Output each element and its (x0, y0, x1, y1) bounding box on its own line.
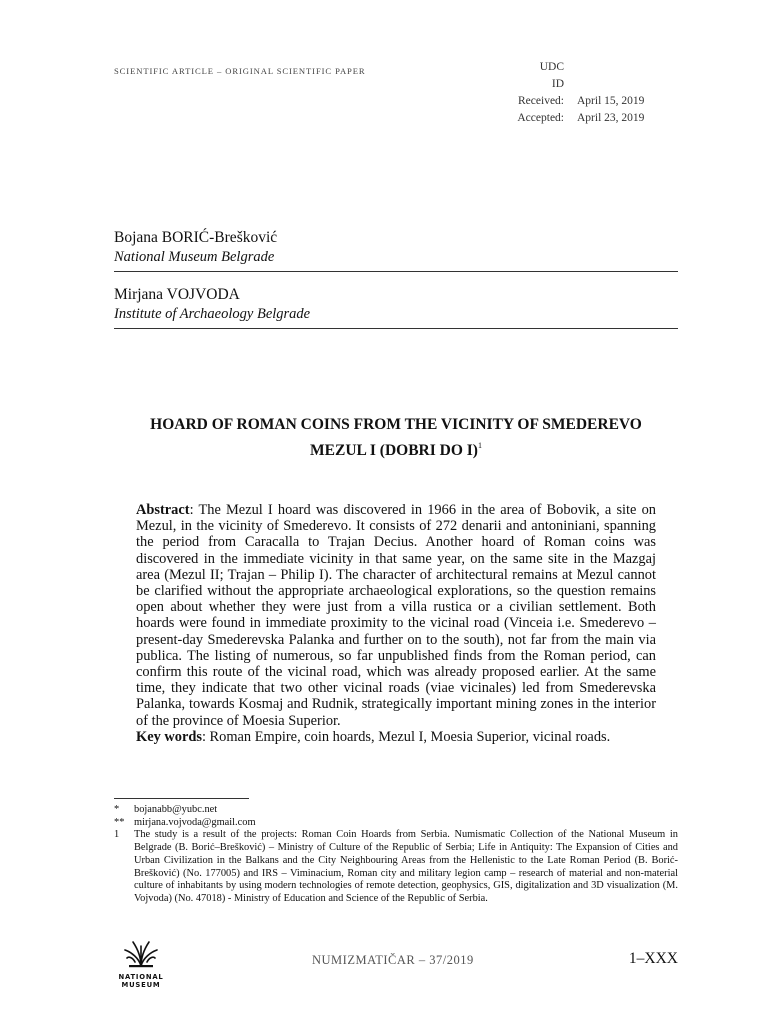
footnote-mark: 1 (114, 829, 120, 841)
abstract-label: Abstract (136, 502, 190, 518)
author-name: Mirjana VOJVODA (114, 286, 240, 303)
footnote-mark: ** (114, 816, 125, 828)
footnote-email: bojanabb@yubc.net (134, 804, 218, 815)
author-divider (114, 271, 678, 272)
footnote (114, 804, 678, 817)
footnote-mark: * (114, 804, 120, 815)
accepted-date: April 23, 2019 (577, 112, 645, 124)
title-line-1: HOARD OF ROMAN COINS FROM THE VICINITY OF SMEDEREVO (150, 416, 642, 433)
title-line-2-text: MEZUL I (DOBRI DO I) (310, 442, 478, 459)
abstract-text: : The Mezul I hoard was discovered in 1966 in the area of Bobovik, a site on Mezul, in the vicinity of Smederevo. It consists of 272 denarii and antoniniani, spanning the period from Caracalla to Trajan Decius. Another hoard of Roman coins was discovered in the immediate vicinity in that same year, on the same site in the Mazgaj area (Mezul II; Trajan – Philip I). The character of architectural remains at Mezul cannot be clarified without the appropriate archaeological explorations, so the question remains open about whether they were just from a villa rustica or a civilian settlement. Both hoards were found in immediate proximity to the vicinal road (Vinceia i.e. Smederevo – present-day Smederevska Palanka and further on to the south), not far from the main via publica. The listing of numerous, so far unpublished finds from the Roman period, can confirm this route of the vicinal road, which was already proposed earlier. At the same time, they indicate that two other vicinal roads (viae vicinales) led from Smederevska Palanka, towards Kosmaj and Rudnik, strategically important mining zones in the interior of the province of Moesia Superior. (136, 502, 656, 729)
udc-label: UDC (539, 61, 564, 73)
footnote-text: The study is a result of the projects: Roman Coin Hoards from Serbia. Numismatic Collection of the National Museum in Belgrade (B. Borić–Brešković) – Ministry of Culture of the Republic of Serbia; Life in Antiquity: The Expansion of Cities and Urban Civilization in the Balkans and the City Neighbouring Areas from the Hellenistic to the Late Roman Period (B. Borić-Brešković) (No. 177005) and IRS – Viminacium, Roman city and military legion camp – research of material and non-material culture of inhabitants by using modern technologies of remote detection, geophysics, GIS, digitalization and 3D visualization (M. Vojvoda) (No. 47018) - Ministry of Education and Science of the Republic of Serbia. (134, 829, 678, 904)
accepted-label: Accepted: (517, 112, 564, 124)
footnote-email: mirjana.vojvoda@gmail.com (134, 816, 256, 828)
keywords-label: Key words (136, 728, 202, 745)
author-name: Bojana BORIĆ-Brešković (114, 229, 278, 246)
keywords-text: : Roman Empire, coin hoards, Mezul I, Moesia Superior, vicinal roads. (201, 728, 611, 745)
journal-name: NUMIZMATIČAR – 37/2019 (312, 953, 474, 967)
title-footnote-mark: 1 (477, 441, 482, 450)
received-date: April 15, 2019 (577, 95, 645, 107)
footnote (114, 817, 678, 830)
article-category: SCIENTIFIC ARTICLE – ORIGINAL SCIENTIFIC PAPER (114, 66, 366, 76)
author-institution: National Museum Belgrade (114, 249, 275, 265)
logo-text-line-2: MUSEUM (121, 981, 161, 989)
author-divider (114, 328, 678, 329)
paper-title (90, 414, 702, 461)
logo-text-line-1: NATIONAL (118, 973, 164, 981)
abstract-block (136, 502, 656, 745)
footnote (114, 829, 678, 905)
keywords-paragraph (136, 729, 656, 745)
author-institution: Institute of Archaeology Belgrade (114, 306, 311, 322)
museum-emblem-icon (121, 938, 161, 968)
footnote-divider (114, 798, 249, 799)
received-label: Received: (518, 95, 564, 107)
national-museum-logo (112, 938, 170, 989)
footnotes (114, 804, 678, 906)
title-line-2 (90, 435, 702, 461)
page-range: 1–XXX (628, 950, 678, 967)
id-label: ID (551, 78, 564, 90)
abstract-paragraph (136, 502, 656, 729)
